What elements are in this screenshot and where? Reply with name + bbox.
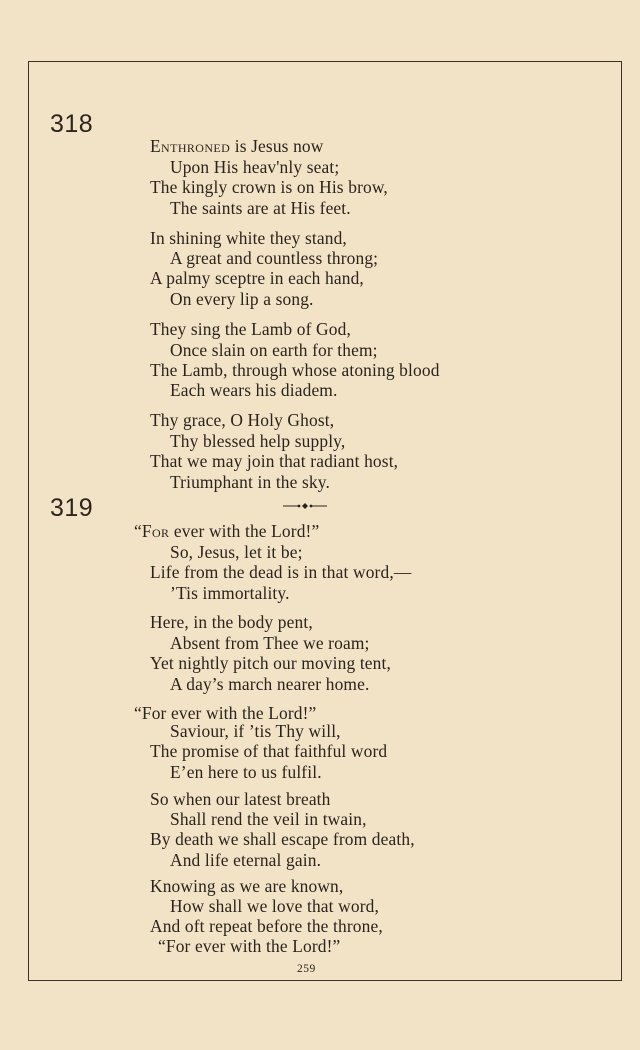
hymn-319-line-4: ’Tis immortality.	[170, 583, 290, 603]
hymn-318-line-15: That we may join that radiant host,	[150, 451, 399, 471]
hymn-319-line-15: By death we shall escape from death,	[150, 829, 415, 849]
hymn-319-line-13: So when our latest breath	[150, 789, 331, 809]
hymn-319-line-6: Absent from Thee we roam;	[170, 633, 370, 653]
hymn-319-line-1-rest: ever with the Lord!”	[169, 521, 320, 541]
hymn-319-line-18: How shall we love that word,	[170, 896, 379, 916]
hymn-318-line-16: Triumphant in the sky.	[170, 472, 330, 492]
hymn-318-line-4: The saints are at His feet.	[170, 198, 351, 218]
hymn-319-opening-word: For	[141, 521, 170, 541]
hymn-number-319: 319	[50, 494, 94, 522]
hymn-319-line-7: Yet nightly pitch our moving tent,	[150, 653, 392, 673]
hymn-318-line-9: They sing the Lamb of God,	[150, 319, 351, 339]
hymn-318-line-5: In shining white they stand,	[150, 228, 347, 248]
hymn-319-line-10: Saviour, if ’tis Thy will,	[170, 721, 341, 741]
hymn-318-line-11: The Lamb, through whose atoning blood	[150, 360, 440, 380]
hymn-318-line-13: Thy grace, O Holy Ghost,	[150, 410, 335, 430]
hymn-318-opening-word: Enthroned	[150, 136, 231, 156]
hymn-319-opening-quote: “	[134, 521, 142, 541]
hymn-318-line-3: The kingly crown is on His brow,	[150, 177, 388, 197]
hymn-318-line-6: A great and countless throng;	[170, 248, 379, 268]
hymn-319-line-16: And life eternal gain.	[170, 850, 322, 870]
hymn-318-line-1	[150, 136, 323, 156]
decorative-divider-icon	[282, 498, 328, 514]
hymn-319-line-8: A day’s march nearer home.	[170, 674, 370, 694]
hymn-319-line-14: Shall rend the veil in twain,	[170, 809, 367, 829]
hymn-319-line-11: The promise of that faithful word	[150, 741, 388, 761]
hymn-319-line-1	[134, 521, 319, 541]
hymn-318-line-7: A palmy sceptre in each hand,	[150, 268, 364, 288]
hymn-318-line-14: Thy blessed help supply,	[170, 431, 346, 451]
hymn-318-line-2: Upon His heav'nly seat;	[170, 157, 340, 177]
hymn-318-line-12: Each wears his diadem.	[170, 380, 338, 400]
hymn-319-line-5: Here, in the body pent,	[150, 612, 313, 632]
hymn-319-line-19: And oft repeat before the throne,	[150, 916, 383, 936]
hymn-319-line-12: E’en here to us fulfil.	[170, 762, 322, 782]
hymn-318-line-1-rest: is Jesus now	[230, 136, 324, 156]
hymn-319-line-17: Knowing as we are known,	[150, 876, 344, 896]
hymn-number-318: 318	[50, 110, 94, 138]
hymn-319-line-20: “For ever with the Lord!”	[158, 936, 341, 956]
hymn-319-line-2: So, Jesus, let it be;	[170, 542, 303, 562]
hymn-318-line-10: Once slain on earth for them;	[170, 340, 378, 360]
hymn-319-line-3: Life from the dead is in that word,—	[150, 562, 412, 582]
hymn-319-line-9: “For ever with the Lord!”	[134, 703, 317, 723]
hymn-318-line-8: On every lip a song.	[170, 289, 314, 309]
page-number: 259	[297, 963, 316, 975]
